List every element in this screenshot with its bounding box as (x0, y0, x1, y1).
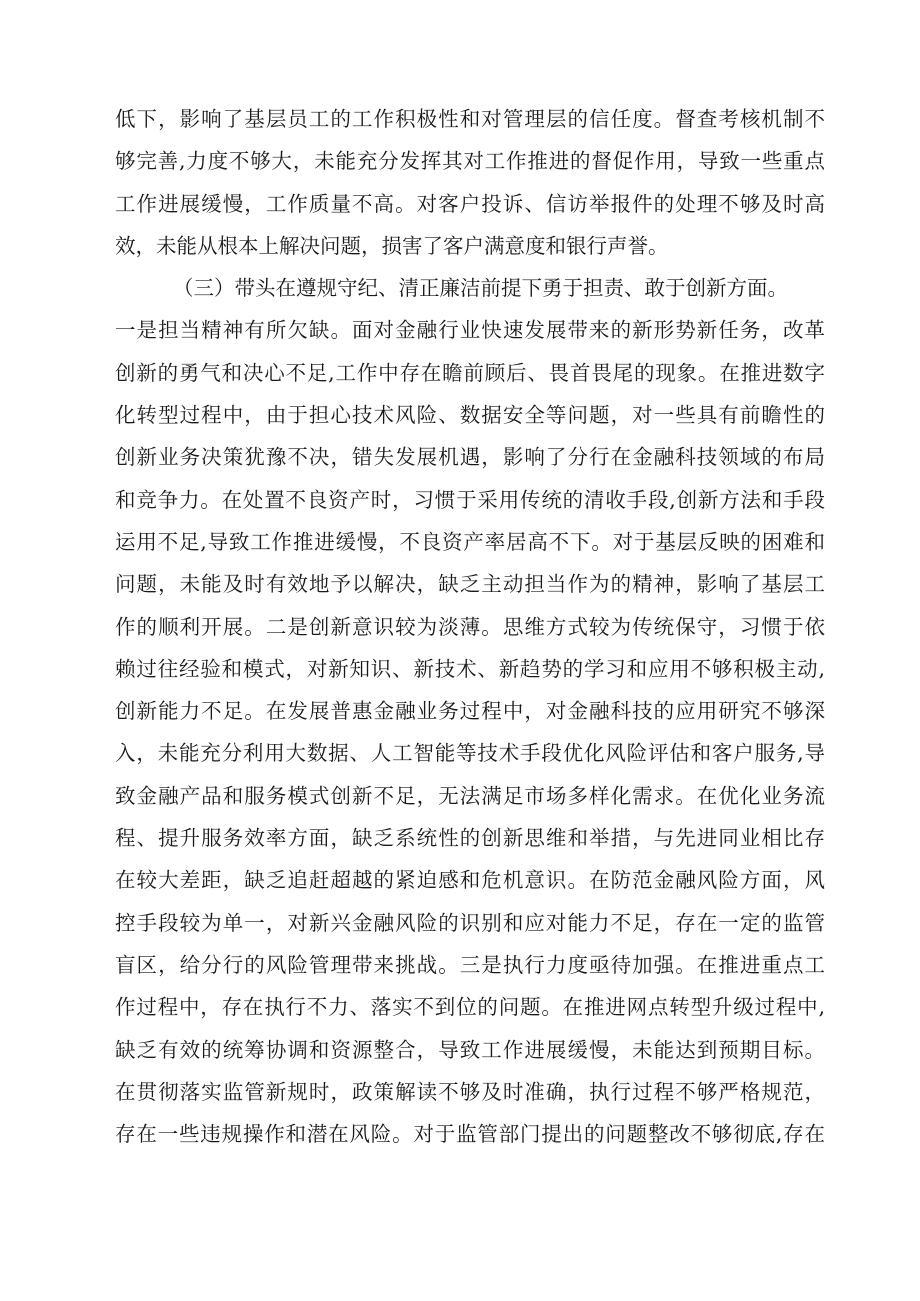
text-line: 缺乏有效的统筹协调和资源整合，导致工作进展缓慢，未能达到预期目标。 (115, 1037, 825, 1062)
text-line: 入，未能充分利用大数据、人工智能等技术手段优化风险评估和客户服务,导 (115, 741, 825, 766)
text-line: 创新能力不足。在发展普惠金融业务过程中，对金融科技的应用研究不够深 (115, 699, 825, 724)
text-line: 够完善,力度不够大，未能充分发挥其对工作推进的督促作用，导致一些重点 (115, 149, 825, 174)
text-line: 控手段较为单一，对新兴金融风险的识别和应对能力不足，存在一定的监管 (115, 910, 825, 935)
text-line: 在较大差距，缺乏追赶超越的紧迫感和危机意识。在防范金融风险方面，风 (115, 868, 825, 893)
text-line: 赖过往经验和模式，对新知识、新技术、新趋势的学习和应用不够积极主动, (115, 656, 825, 681)
text-line: 效，未能从根本上解决问题，损害了客户满意度和银行声誉。 (115, 233, 669, 258)
text-line: 运用不足,导致工作推进缓慢，不良资产率居高不下。对于基层反映的困难和 (115, 529, 825, 554)
text-line: 和竞争力。在处置不良资产时，习惯于采用传统的清收手段,创新方法和手段 (115, 487, 825, 512)
body-text (115, 98, 825, 1155)
text-line: 工作进展缓慢，工作质量不高。对客户投诉、信访举报件的处理不够及时高 (115, 191, 825, 216)
text-line: 存在一些违规操作和潜在风险。对于监管部门提出的问题整改不够彻底,存在 (115, 1122, 825, 1147)
text-line: 程、提升服务效率方面，缺乏系统性的创新思维和举措，与先进同业相比存 (115, 826, 825, 851)
text-line: 作的顺利开展。二是创新意识较为淡薄。思维方式较为传统保守，习惯于依 (115, 614, 825, 639)
text-line: 低下，影响了基层员工的工作积极性和对管理层的信任度。督查考核机制不 (115, 107, 825, 131)
text-line: 致金融产品和服务模式创新不足，无法满足市场多样化需求。在优化业务流 (115, 783, 825, 808)
text-line: 一是担当精神有所欠缺。面对金融行业快速发展带来的新形势新任务，改革 (115, 318, 825, 343)
text-line: 创新业务决策犹豫不决，错失发展机遇，影响了分行在金融科技领域的布局 (115, 445, 825, 470)
text-line: 作过程中，存在执行不力、落实不到位的问题。在推进网点转型升级过程中, (115, 995, 825, 1020)
text-line: 盲区，给分行的风险管理带来挑战。三是执行力度亟待加强。在推进重点工 (115, 952, 825, 977)
text-line: 创新的勇气和决心不足,工作中存在瞻前顾后、畏首畏尾的现象。在推进数字 (115, 360, 825, 385)
text-line: 在贯彻落实监管新规时，政策解读不够及时准确，执行过程不够严格规范， (115, 1079, 825, 1104)
section-heading: （三）带头在遵规守纪、清正廉洁前提下勇于担责、敢于创新方面。 (173, 276, 788, 301)
text-line: 问题，未能及时有效地予以解决，缺乏主动担当作为的精神，影响了基层工 (115, 572, 825, 597)
text-line: 化转型过程中，由于担心技术风险、数据安全等问题，对一些具有前瞻性的 (115, 403, 825, 428)
